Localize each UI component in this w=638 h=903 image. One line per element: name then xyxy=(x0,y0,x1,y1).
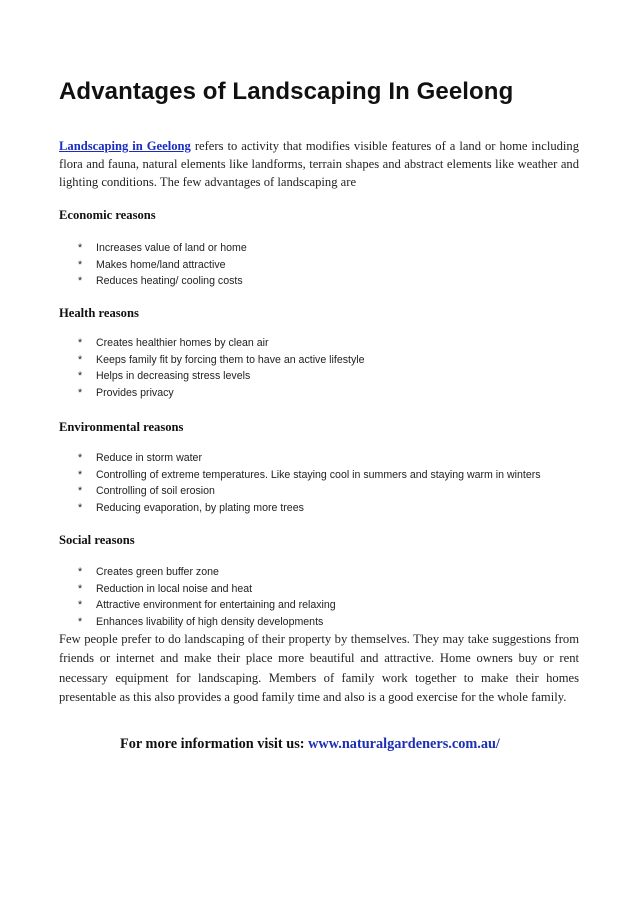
bullet-list xyxy=(59,240,579,290)
bullet-marker: * xyxy=(78,501,83,514)
section-heading: Environmental reasons xyxy=(59,420,184,434)
bullet-marker: * xyxy=(78,370,83,382)
bullet-list xyxy=(59,450,579,516)
page-title: Advantages of Landscaping In Geelong xyxy=(59,78,514,105)
section-heading: Economic reasons xyxy=(59,208,156,222)
list-item-text: Increases value of land or home xyxy=(96,242,247,254)
list-item-text: Makes home/land attractive xyxy=(96,258,226,271)
list-item xyxy=(59,352,579,369)
list-item xyxy=(59,385,579,402)
section-heading: Health reasons xyxy=(59,306,139,320)
list-item xyxy=(59,614,579,631)
section-environmental xyxy=(59,418,579,514)
list-item xyxy=(59,483,579,500)
more-info-line xyxy=(120,736,500,753)
bullet-marker: * xyxy=(78,599,83,611)
list-item-text: Controlling of soil erosion xyxy=(96,485,215,497)
intro-paragraph xyxy=(59,137,579,191)
bullet-marker: * xyxy=(78,386,83,399)
bullet-marker: * xyxy=(78,485,83,497)
list-item xyxy=(59,368,579,385)
intro-text: refers to activity that modifies visible features of a land or home including flora and fauna, natural elements like landforms, terrain shapes and abstract elements like weather and lighting conditions. The few advantages of landscaping are xyxy=(59,139,580,189)
bullet-marker: * xyxy=(78,615,83,628)
bullet-marker: * xyxy=(78,337,83,349)
list-item xyxy=(59,257,579,274)
list-item xyxy=(59,581,579,598)
section-heading: Social reasons xyxy=(59,533,135,547)
list-item xyxy=(59,597,579,614)
list-item-text: Creates green buffer zone xyxy=(96,566,219,578)
bullet-marker: * xyxy=(78,242,83,254)
bullet-marker: * xyxy=(78,452,83,464)
list-item-text: Reducing evaporation, by plating more trees xyxy=(96,501,304,514)
bullet-marker: * xyxy=(78,353,83,366)
list-item xyxy=(59,335,579,352)
list-item-text: Creates healthier homes by clean air xyxy=(96,337,269,349)
bullet-list xyxy=(59,335,579,401)
list-item-text: Helps in decreasing stress levels xyxy=(96,370,251,382)
list-item xyxy=(59,240,579,257)
list-item xyxy=(59,500,579,517)
list-item-text: Attractive environment for entertaining and relaxing xyxy=(96,599,336,611)
list-item xyxy=(59,467,579,484)
list-item-text: Provides privacy xyxy=(96,386,174,399)
list-item xyxy=(59,450,579,467)
more-info-label: For more information visit us: xyxy=(120,736,309,752)
list-item-text: Controlling of extreme temperatures. Like staying cool in summers and staying warm in winters xyxy=(96,468,541,481)
bullet-list xyxy=(59,564,579,630)
intro-link[interactable]: Landscaping in Geelong xyxy=(59,139,191,153)
list-item-text: Reduction in local noise and heat xyxy=(96,582,253,595)
section-social xyxy=(59,531,579,628)
bullet-marker: * xyxy=(78,258,83,271)
section-economic xyxy=(59,206,579,287)
list-item-text: Keeps family fit by forcing them to have an active lifestyle xyxy=(96,353,365,366)
list-item-text: Reduce in storm water xyxy=(96,452,202,464)
website-link[interactable]: www.naturalgardeners.com.au/ xyxy=(308,736,500,752)
bullet-marker: * xyxy=(78,468,83,481)
bullet-marker: * xyxy=(78,275,83,287)
list-item xyxy=(59,564,579,581)
list-item-text: Enhances livability of high density developments xyxy=(96,615,324,628)
closing-paragraph: Few people prefer to do landscaping of their property by themselves. They may take suggestions from friends or internet and make their place more beautiful and attractive. Home owners buy or rent necessary equipment for landscaping. Members of family work together to make their homes presentable as this also provides a good family time and also is a good exercise for the whole family. xyxy=(59,632,579,705)
list-item-text: Reduces heating/ cooling costs xyxy=(96,275,243,287)
bullet-marker: * xyxy=(78,582,83,595)
list-item xyxy=(59,273,579,290)
bullet-marker: * xyxy=(78,566,83,578)
section-health xyxy=(59,304,579,399)
